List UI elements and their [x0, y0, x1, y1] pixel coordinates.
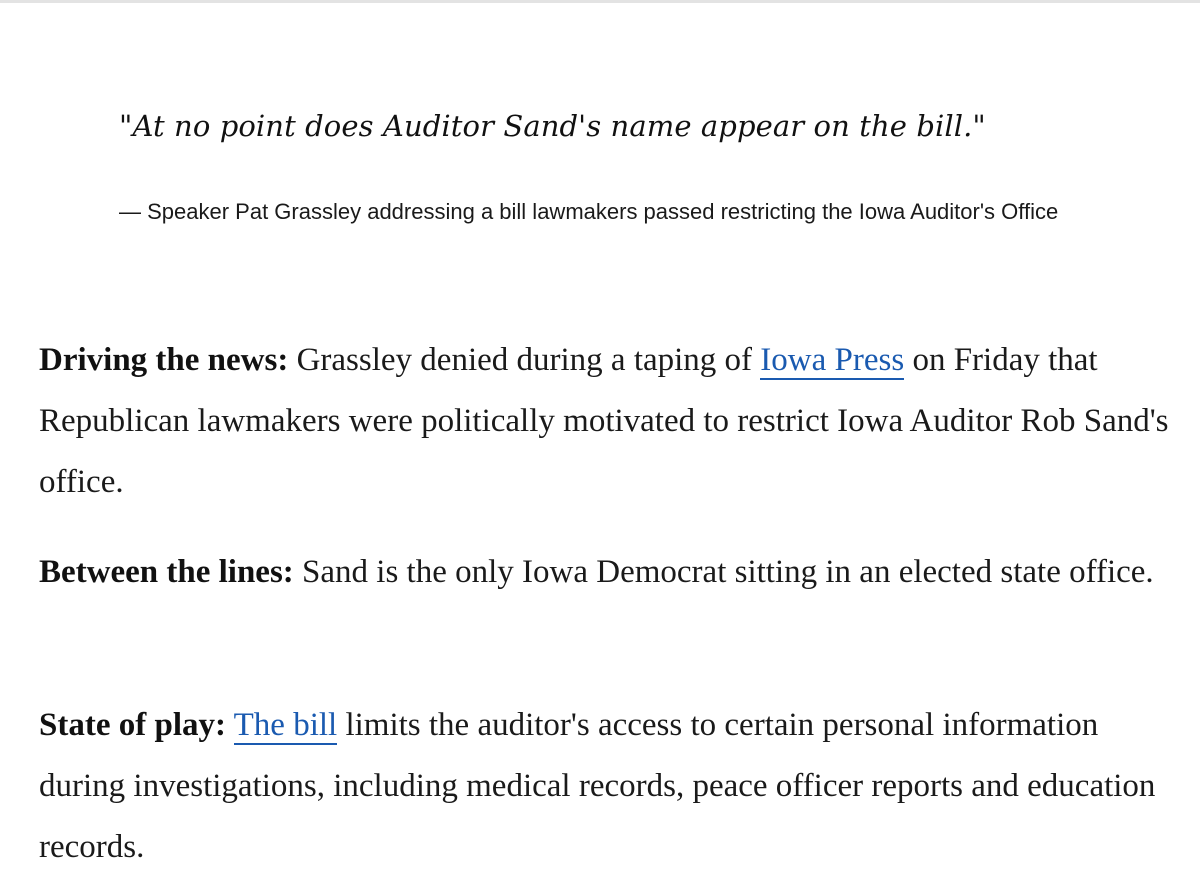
the-bill-link[interactable]: The bill: [233, 707, 338, 743]
paragraph-lead: Between the lines:: [39, 554, 294, 590]
paragraph-text: limits the auditor's access to certain personal information during investigations, including medical records, peace officer reports and education records.: [39, 707, 1156, 865]
paragraph-text: on Friday that Republican lawmakers were politically motivated to restrict Iowa Auditor Rob Sand's office.: [39, 342, 1169, 500]
paragraph-lead: Driving the news:: [39, 342, 289, 378]
paragraph-text: Grassley denied during a taping of: [288, 342, 761, 378]
paragraph-lead: State of play:: [39, 707, 226, 743]
paragraph-text: [226, 707, 234, 743]
paragraph-driving-the-news: [39, 330, 1169, 513]
quote-text: "At no point does Auditor Sand's name appear on the bill.": [119, 109, 986, 143]
paragraph-state-of-play: [39, 695, 1169, 878]
iowa-press-link[interactable]: Iowa Press: [760, 342, 905, 378]
paragraph-between-the-lines: [39, 542, 1169, 603]
quote-attribution: — Speaker Pat Grassley addressing a bill lawmakers passed restricting the Iowa Auditor's Office: [119, 199, 1059, 224]
paragraph-text: Sand is the only Iowa Democrat sitting in an elected state office.: [293, 554, 1154, 590]
pull-quote: [119, 104, 1159, 234]
